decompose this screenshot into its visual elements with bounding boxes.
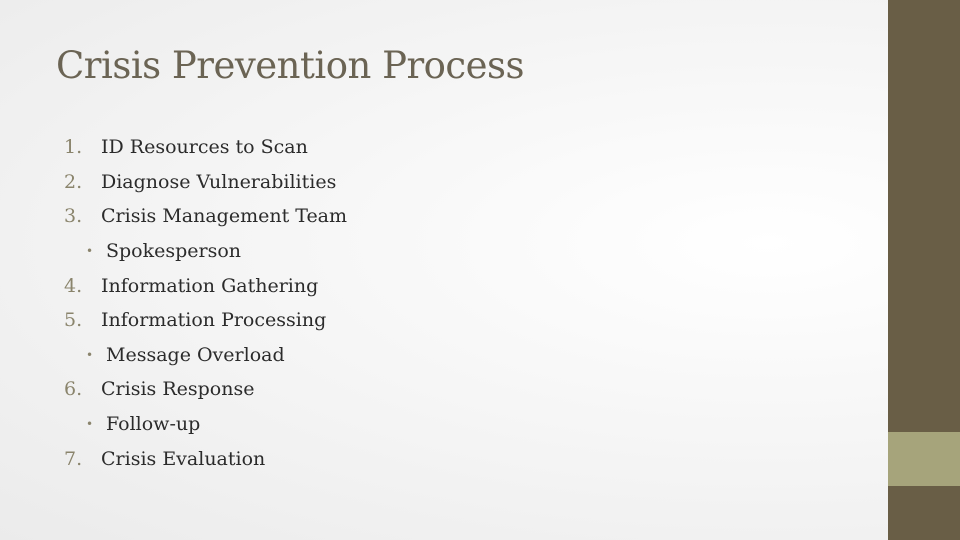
slide-title: Crisis Prevention Process: [56, 44, 525, 87]
list-item: [64, 165, 347, 200]
list-item-text: Crisis Management Team: [101, 205, 348, 228]
list-item-text: Information Processing: [101, 309, 327, 332]
list-number: 3.: [64, 205, 83, 228]
list-item-text: Spokesperson: [106, 240, 242, 263]
list-item-text: Message Overload: [106, 343, 285, 366]
list-item: [64, 441, 347, 476]
bullet-icon: •: [86, 417, 94, 432]
list-item-text: Crisis Evaluation: [101, 447, 266, 470]
bullet-icon: •: [86, 244, 94, 259]
list-number: 6.: [64, 378, 83, 401]
list-item-text: Crisis Response: [101, 378, 255, 401]
list-number: 7.: [64, 447, 83, 470]
list-number: 2.: [64, 170, 83, 193]
list-number: 1.: [64, 136, 83, 159]
list-item-text: ID Resources to Scan: [101, 136, 308, 159]
list-number: 5.: [64, 309, 83, 332]
process-list: [64, 130, 347, 476]
list-item-text: Diagnose Vulnerabilities: [101, 170, 337, 193]
sub-list-item: [64, 234, 347, 269]
list-item: [64, 268, 347, 303]
list-item: [64, 372, 347, 407]
list-item-text: Information Gathering: [101, 274, 319, 297]
list-item: [64, 130, 347, 165]
list-number: 4.: [64, 274, 83, 297]
sub-list-item: [64, 407, 347, 442]
right-accent-band: [888, 432, 960, 486]
bullet-icon: •: [86, 347, 94, 362]
list-item: [64, 199, 347, 234]
list-item-text: Follow-up: [106, 413, 201, 436]
sub-list-item: [64, 338, 347, 373]
list-item: [64, 303, 347, 338]
